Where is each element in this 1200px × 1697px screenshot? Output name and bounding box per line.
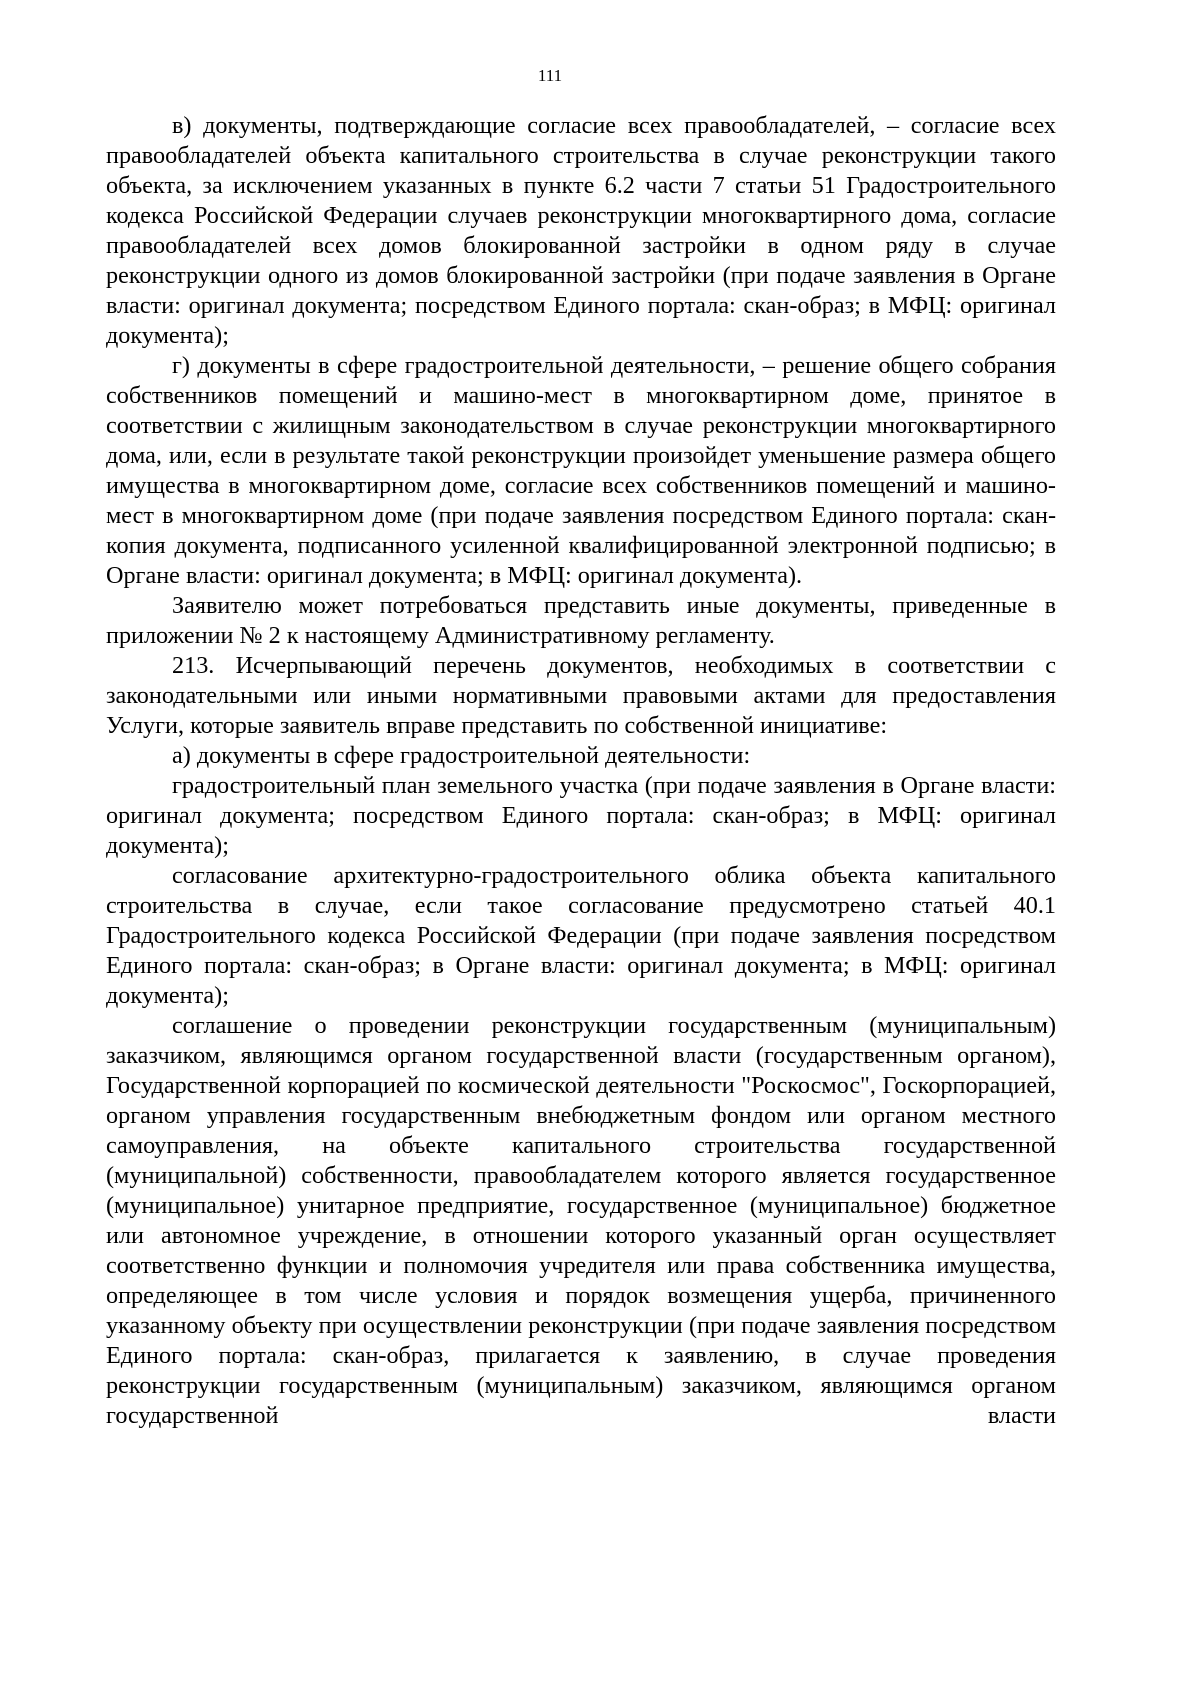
paragraph-item-a: а) документы в сфере градостроительной деятельности: [172, 742, 751, 769]
document-body [106, 111, 1056, 1431]
paragraph-additional-documents: Заявителю может потребоваться представить иные документы, приведенные в приложении № 2 к настоящему Административному регламенту. [106, 592, 1056, 649]
paragraph-213: 213. Исчерпывающий перечень документов, необходимых в соответствии с законодательными или иными нормативными правовыми актами для предоставления Услуги, которые заявитель вправе представить по собственной инициативе: [106, 652, 1056, 739]
page-number: 111 [537, 66, 563, 85]
paragraph-reconstruction-agreement: соглашение о проведении реконструкции государственным (муниципальным) заказчиком, являющимся органом государственной власти (государственным органом), Государственной корпорацией по космической деятельности "Роскосмос", Госкорпорацией, органом управления государственным внебюджетным фондом или органом местного самоуправления, на объекте капитального строительства государственной (муниципальной) собственности, правообладателем которого является государственное (муниципальное) унитарное предприятие, государственное (муниципальное) бюджетное или автономное учреждение, в отношении которого указанный орган осуществляет соответственно функции и полномочия учредителя или права собственника имущества, определяющее в том числе условия и порядок возмещения ущерба, причиненного указанному объекту при осуществлении реконструкции (при подаче заявления посредством Единого портала: скан-образ, прилагается к заявлению, в случае проведения реконструкции государственным (муниципальным) заказчиком, являющимся органом государственной власти [106, 1012, 1056, 1429]
paragraph-item-g: г) документы в сфере градостроительной деятельности, – решение общего собрания собственников помещений и машино-мест в многоквартирном доме, принятое в соответствии с жилищным законодательством в случае реконструкции многоквартирного дома, или, если в результате такой реконструкции произойдет уменьшение размера общего имущества в многоквартирном доме, согласие всех собственников помещений и машино-мест в многоквартирном доме (при подаче заявления посредством Единого портала: скан-копия документа, подписанного усиленной квалифицированной электронной подписью; в Органе власти: оригинал документа; в МФЦ: оригинал документа). [106, 352, 1056, 589]
paragraph-urban-plan: градостроительный план земельного участка (при подаче заявления в Органе власти: оригинал документа; посредством Единого портала: скан-образ; в МФЦ: оригинал документа); [106, 772, 1056, 859]
paragraph-item-v: в) документы, подтверждающие согласие всех правообладателей, – согласие всех правообладателей объекта капитального строительства в случае реконструкции такого объекта, за исключением указанных в пункте 6.2 части 7 статьи 51 Градостроительного кодекса Российской Федерации случаев реконструкции многоквартирного дома, согласие правообладателей всех домов блокированной застройки в одном ряду в случае реконструкции одного из домов блокированной застройки (при подаче заявления в Органе власти: оригинал документа; посредством Единого портала: скан-образ; в МФЦ: оригинал документа); [106, 112, 1056, 349]
paragraph-architectural-approval: согласование архитектурно-градостроительного облика объекта капитального строительства в случае, если такое согласование предусмотрено статьей 40.1 Градостроительного кодекса Российской Федерации (при подаче заявления посредством Единого портала: скан-образ; в Органе власти: оригинал документа; в МФЦ: оригинал документа); [106, 862, 1056, 1009]
